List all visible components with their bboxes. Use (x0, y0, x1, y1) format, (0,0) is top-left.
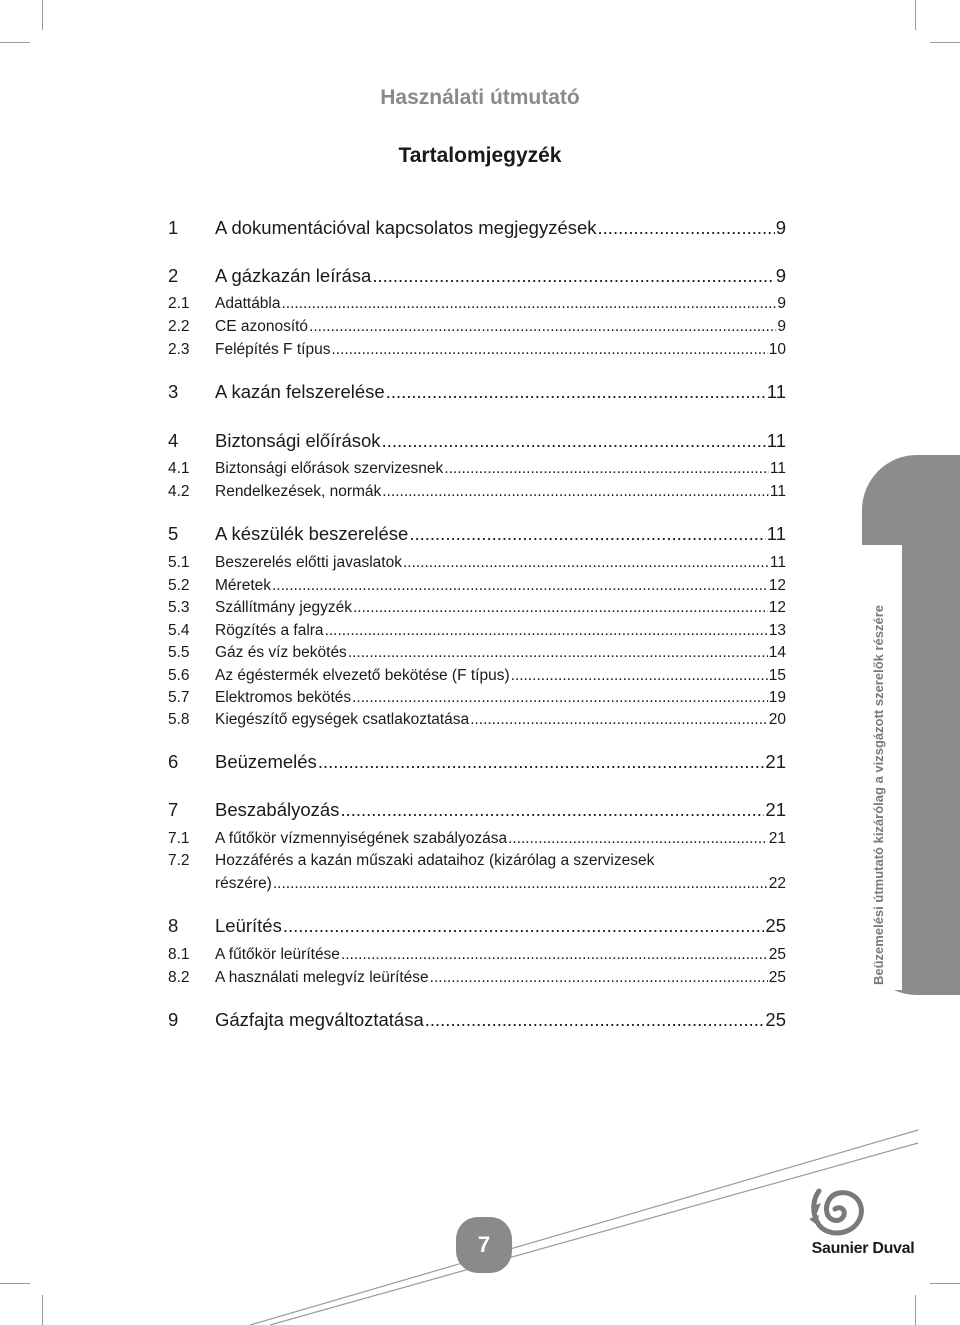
toc-entry-page: 25 (765, 1009, 786, 1030)
toc-entry-text: A használati melegvíz leürítése (215, 969, 429, 986)
toc-entry-text: Elektromos bekötés (215, 689, 352, 706)
page-header-title: Használati útmutató (380, 86, 580, 109)
toc-entry-page: 21 (765, 799, 786, 820)
toc-entry-page: 25 (768, 969, 786, 986)
toc-entry-text: Hozzáférés a kazán műszaki adataihoz (kizárólag a szervizesek (215, 852, 655, 869)
toc-entry-page: 12 (768, 577, 786, 594)
toc-entry-page: 19 (768, 689, 786, 706)
toc-entry-number: 5.3 (168, 599, 190, 616)
toc-entry-number: 9 (168, 1009, 179, 1030)
toc-entry-page: 9 (775, 265, 786, 286)
toc-entry-page: 21 (768, 830, 786, 847)
toc-entry-number: 5.4 (168, 622, 190, 639)
toc-entry-text: A fűtőkör leürítése (215, 946, 340, 963)
toc-entry-page: 20 (768, 711, 786, 728)
toc-entry-number: 7 (168, 799, 179, 820)
toc-entry-number: 5.6 (168, 667, 190, 684)
toc-entry-number: 5 (168, 523, 179, 544)
toc-entry-page: 11 (766, 523, 786, 544)
toc-entry-text: Az égéstermék elvezető bekötése (F típus) (215, 667, 510, 684)
toc-entry-page: 9 (777, 318, 786, 335)
toc-entry-text: A fűtőkör vízmennyiségének szabályozása (215, 830, 508, 847)
page-number: 7 (477, 1232, 491, 1257)
toc-entry-page: 11 (766, 430, 786, 451)
saunier-duval-logo-icon (805, 1185, 865, 1237)
toc-entry-page: 25 (765, 915, 786, 936)
toc-entry-page: 10 (768, 341, 786, 358)
toc-entry-text: Gázfajta megváltoztatása (215, 1009, 424, 1030)
toc-entry-text: Biztonsági előírások (215, 430, 381, 451)
toc-entry-text: A kazán felszerelése (215, 381, 385, 402)
toc-entry-text: Szállítmány jegyzék (215, 599, 352, 616)
toc-entry-text: CE azonosító (215, 318, 309, 335)
toc-entry-number: 4.2 (168, 483, 190, 500)
toc-entry-text: Biztonsági előrások szervizesnek (215, 460, 444, 477)
toc-entry-page: 21 (765, 751, 786, 772)
toc-entry-number: 8.1 (168, 946, 190, 963)
toc-entry-number: 6 (168, 751, 179, 772)
toc-entry-number: 5.1 (168, 554, 190, 571)
toc-entry-text: Beszerelés előtti javaslatok (215, 554, 402, 571)
toc-entry-number: 5.5 (168, 644, 190, 661)
toc-entry-page: 11 (769, 554, 786, 571)
toc-entry-text: Rögzítés a falra (215, 622, 324, 639)
toc-entry-text: részére) (215, 875, 272, 892)
toc-entry-text: Beüzemelés (215, 751, 317, 772)
toc-entry-number: 4.1 (168, 460, 190, 477)
toc-entry-page: 25 (768, 946, 786, 963)
toc-entry-text: Felépítés F típus (215, 341, 331, 358)
toc-entry-text: Gáz és víz bekötés (215, 644, 347, 661)
toc-entry-page: 11 (769, 483, 786, 500)
toc-entry-number: 7.1 (168, 830, 190, 847)
toc-entry-text: Rendelkezések, normák (215, 483, 382, 500)
toc-entry-number: 5.7 (168, 689, 190, 706)
toc-entry-text: A készülék beszerelése (215, 523, 409, 544)
toc-entry-number: 4 (168, 430, 179, 451)
toc-entry-number: 8 (168, 915, 179, 936)
toc-entry-text: A dokumentációval kapcsolatos megjegyzések (215, 217, 597, 238)
toc-entry-page: 9 (777, 295, 786, 312)
toc-entry-number: 2 (168, 265, 179, 286)
toc-entry-page: 14 (768, 644, 786, 661)
toc-entry-text: Kiegészítő egységek csatlakoztatása (215, 711, 470, 728)
toc-entry-number: 2.3 (168, 341, 190, 358)
toc-entry-text: Beszabályozás (215, 799, 340, 820)
brand-name: Saunier Duval (811, 1240, 915, 1257)
page-number-badge (456, 1217, 512, 1273)
toc-entry-text: Méretek (215, 577, 271, 594)
toc-entry-page: 22 (768, 875, 786, 892)
side-tab-label: Beüzemelési útmutató kizárólag a vizsgázott szerelők részére (871, 604, 886, 985)
toc-entry-number: 2.2 (168, 318, 190, 335)
toc-entry-page: 11 (766, 381, 786, 402)
toc-entry-number: 7.2 (168, 852, 190, 869)
toc-title: Tartalomjegyzék (398, 144, 562, 167)
toc-entry-number: 1 (168, 217, 179, 238)
toc-entry-page: 11 (769, 460, 786, 477)
toc-entry-text: Adattábla (215, 295, 281, 312)
toc-entry-text: A gázkazán leírása (215, 265, 372, 286)
toc-entry-number: 5.2 (168, 577, 190, 594)
toc-entry-number: 8.2 (168, 969, 190, 986)
toc-entry-page: 9 (775, 217, 786, 238)
toc-entry-text: Leürítés (215, 915, 282, 936)
toc-entry-number: 2.1 (168, 295, 190, 312)
toc-entry-number: 5.8 (168, 711, 190, 728)
toc-entry-page: 12 (768, 599, 786, 616)
toc-entry-page: 13 (768, 622, 786, 639)
toc-entry-number: 3 (168, 381, 179, 402)
toc-entry-page: 15 (768, 667, 786, 684)
